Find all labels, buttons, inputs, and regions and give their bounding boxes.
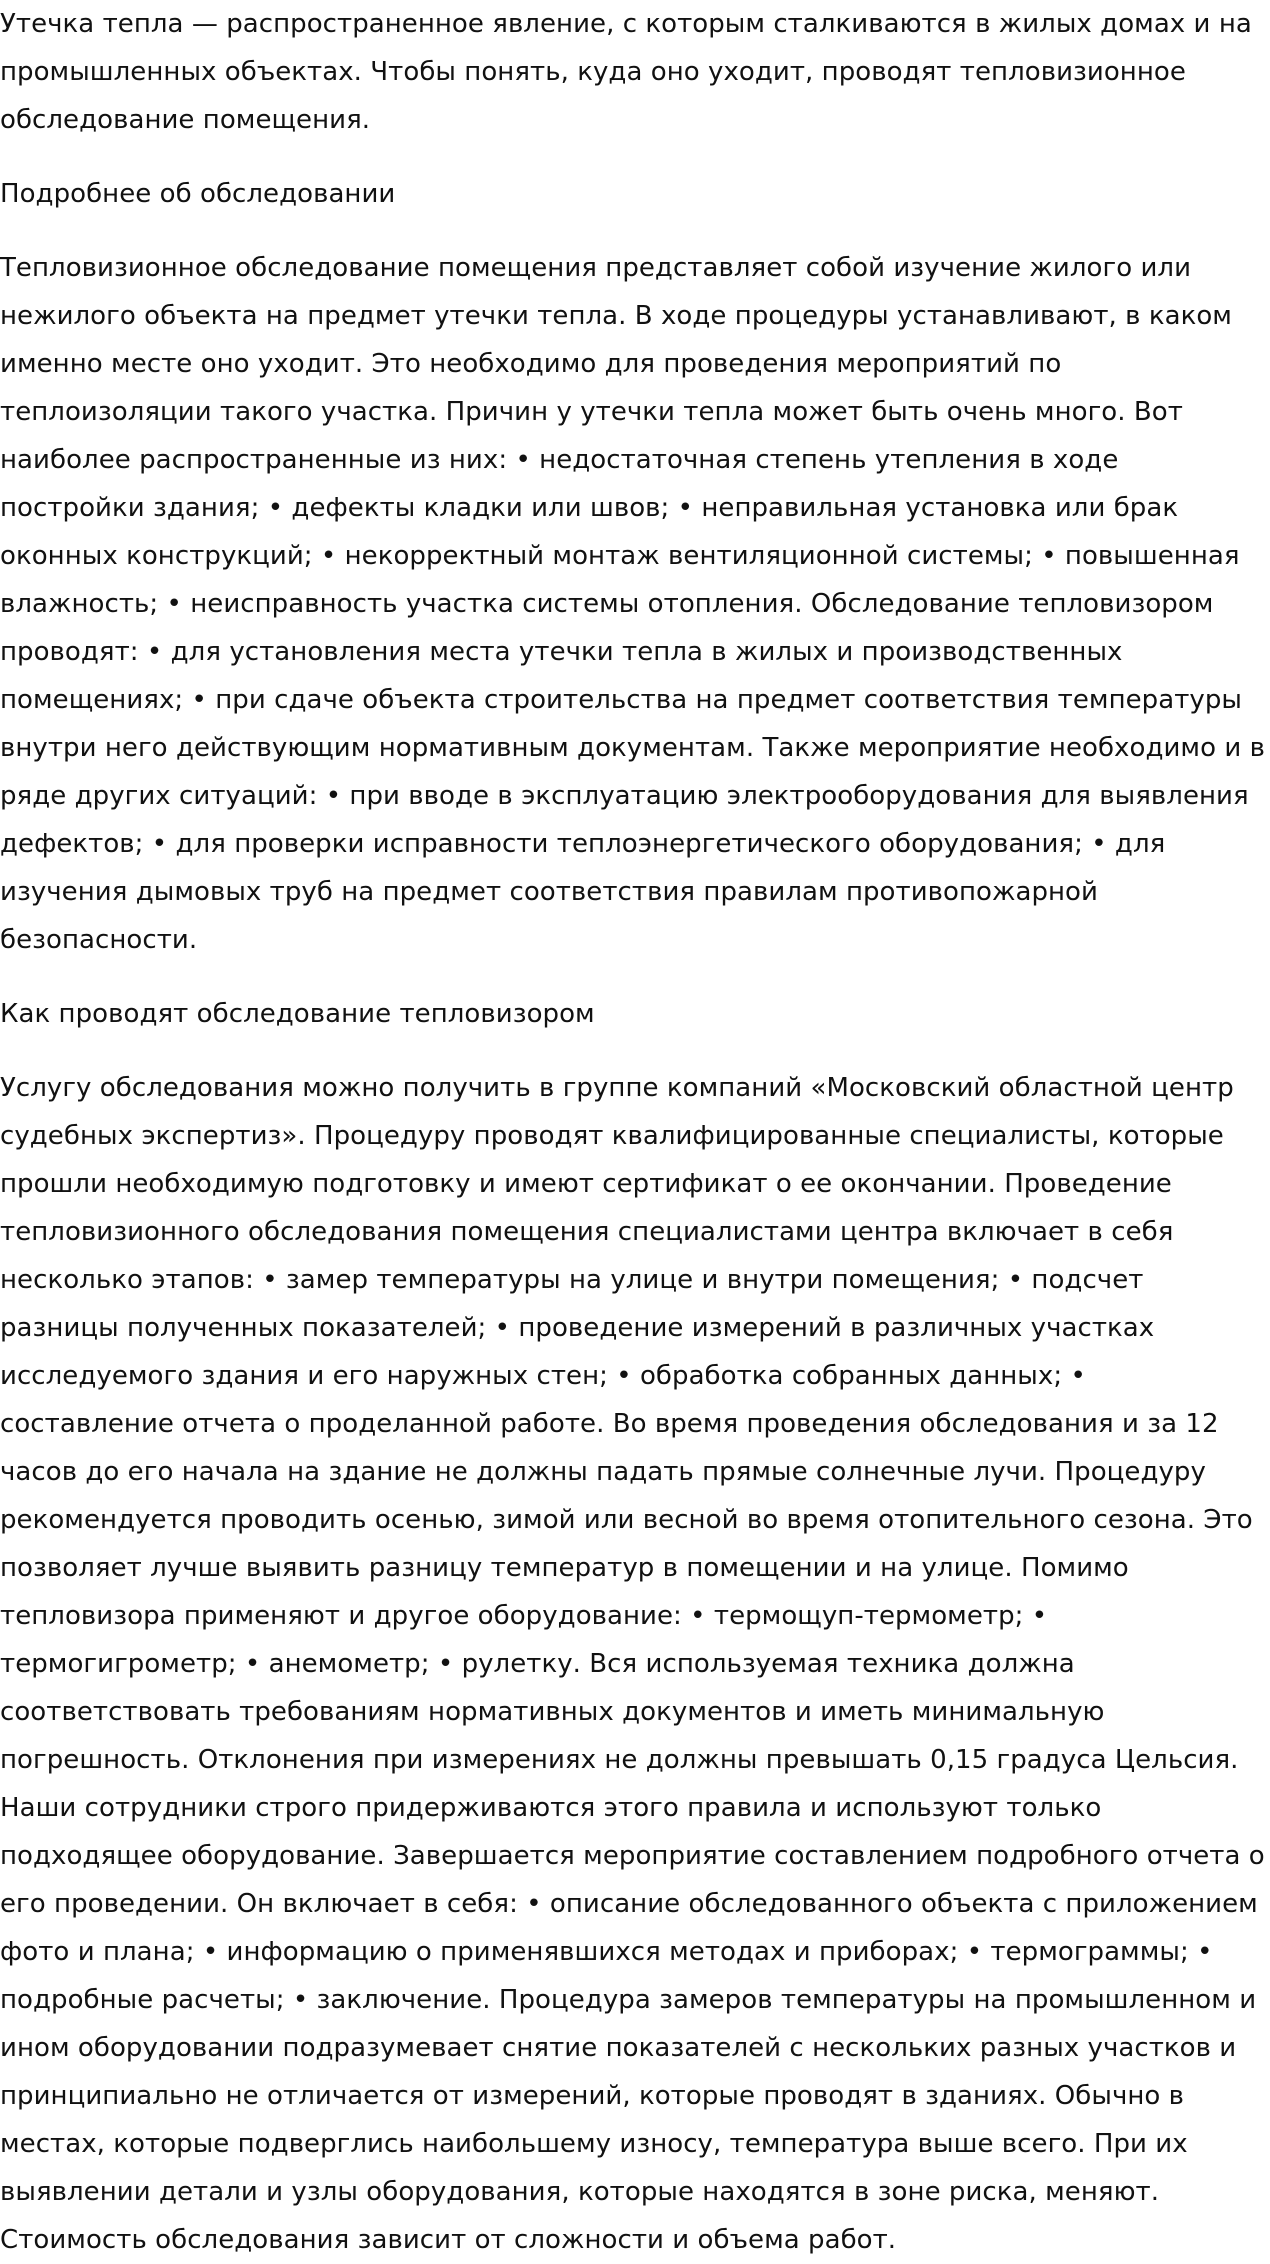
section-heading-details: Подробнее об обследовании	[0, 179, 396, 209]
section-heading-procedure: Как проводят обследование тепловизором	[0, 999, 595, 1029]
section-paragraph-details: Тепловизионное обследование помещения представляет собой изучение жилого или нежилого объекта на предмет утечки тепла. В ходе процедуры устанавливают, в каком именно месте оно уходит. Это необходимо для проведения мероприятий по теплоизоляции такого участка. Причин у утечки тепла может быть очень много. Вот наиболее распространенные из них: • недостаточная степень утепления в ходе постройки здания; • дефекты кладки или швов; • неправильная установка или брак оконных конструкций; • некорректный монтаж вентиляционной системы; • повышенная влажность; • неисправность участка системы отопления. Обследование тепловизором проводят: • для установления места утечки тепла в жилых и производственных помещениях; • при сдаче объекта строительства на предмет соответствия температуры внутри него действующим нормативным документам. Также мероприятие необходимо и в ряде других ситуаций: • при вводе в эксплуатацию электрооборудования для выявления дефектов; • для проверки исправности теплоэнергетического оборудования; • для изучения дымовых труб на предмет соответствия правилам противопожарной безопасности.	[0, 253, 1265, 955]
intro-paragraph: Утечка тепла — распространенное явление, с которым сталкиваются в жилых домах и на промышленных объектах. Чтобы понять, куда оно уходит, проводят тепловизионное обследование помещения.	[0, 9, 1252, 135]
section-paragraph-procedure: Услугу обследования можно получить в группе компаний «Московский областной центр судебных экспертиз». Процедуру проводят квалифицированные специалисты, которые прошли необходимую подготовку и имеют сертификат о ее окончании. Проведение тепловизионного обследования помещения специалистами центра включает в себя несколько этапов: • замер температуры на улице и внутри помещения; • подсчет разницы полученных показателей; • проведение измерений в различных участках исследуемого здания и его наружных стен; • обработка собранных данных; • составление отчета о проделанной работе. Во время проведения обследования и за 12 часов до его начала на здание не должны падать прямые солнечные лучи. Процедуру рекомендуется проводить осенью, зимой или весной во время отопительного сезона. Это позволяет лучше выявить разницу температур в помещении и на улице. Помимо тепловизора применяют и другое оборудование: • термощуп-термометр; • термогигрометр; • анемометр; • рулетку. Вся используемая техника должна соответствовать требованиям нормативных документов и иметь минимальную погрешность. Отклонения при измерениях не должны превышать 0,15 градуса Цельсия. Наши сотрудники строго придерживаются этого правила и используют только подходящее оборудование. Завершается мероприятие составлением подробного отчета о его проведении. Он включает в себя: • описание обследованного объекта с приложением фото и плана; • информацию о применявшихся методах и приборах; • термограммы; • подробные расчеты; • заключение. Процедура замеров температуры на промышленном и ином оборудовании подразумевает снятие показателей с нескольких разных участков и принципиально не отличается от измерений, которые проводят в зданиях. Обычно в местах, которые подверглись наибольшему износу, температура выше всего. При их выявлении детали и узлы оборудования, которые находятся в зоне риска, меняют. Стоимость обследования зависит от сложности и объема работ.	[0, 1073, 1265, 2255]
